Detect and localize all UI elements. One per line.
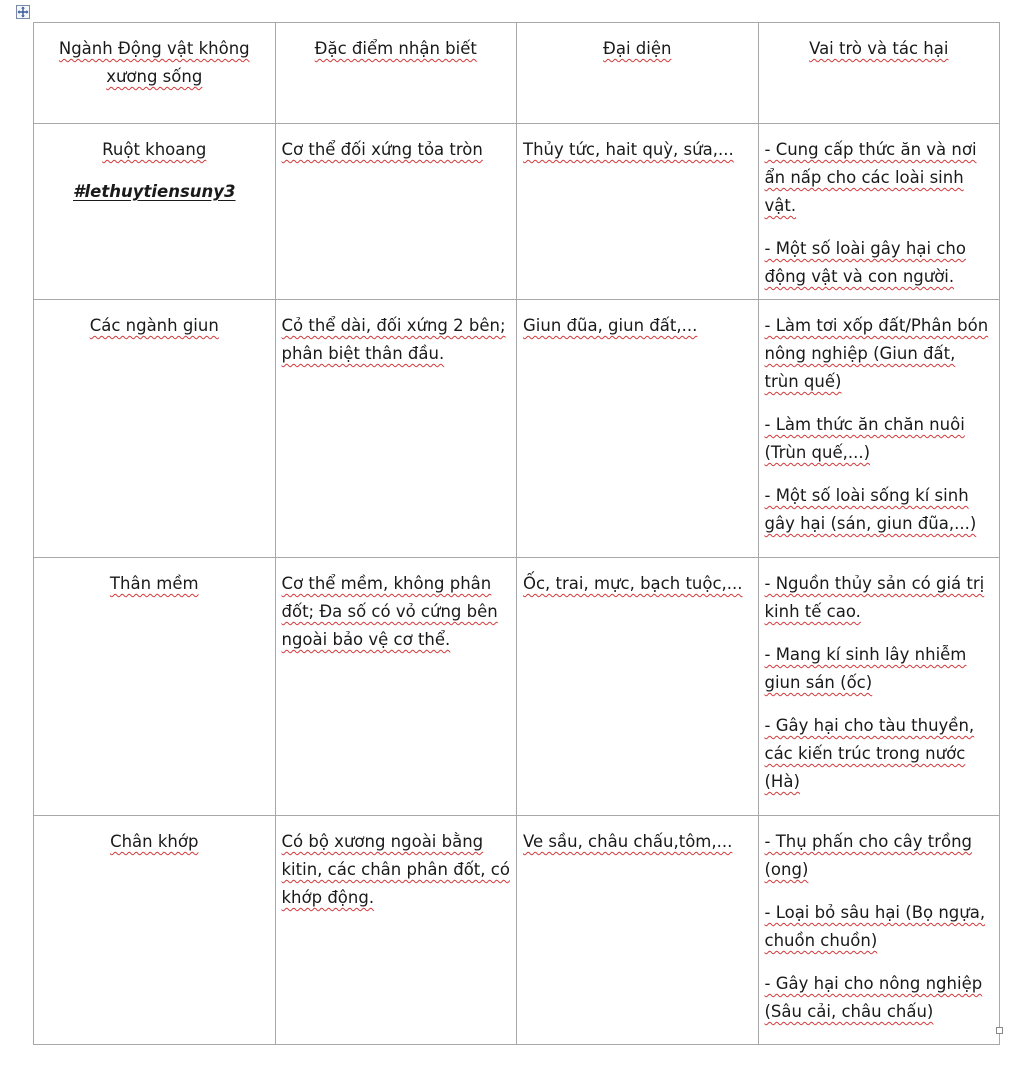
table-header-row: [34, 23, 1000, 124]
examples-cell[interactable]: [517, 124, 759, 300]
group-cell[interactable]: [34, 300, 276, 558]
role-item: - Làm thức ăn chăn nuôi (Trùn quế,...): [764, 415, 965, 462]
table-row: [34, 124, 1000, 300]
header-cell-roles[interactable]: [758, 23, 1000, 124]
role-item: - Làm tơi xốp đất/Phân bón nông nghiệp (Giun đất, trùn quế): [764, 316, 989, 391]
features-text: Cơ thể mềm, không phân đốt; Đa số có vỏ cứng bên ngoài bảo vệ cơ thể.: [281, 574, 498, 649]
invertebrate-table: [33, 22, 1000, 1045]
examples-text: Giun đũa, giun đất,...: [523, 316, 698, 335]
features-text: Cơ thể đối xứng tỏa tròn: [281, 140, 483, 159]
examples-cell[interactable]: [517, 300, 759, 558]
features-cell[interactable]: [275, 558, 517, 816]
table-row: [34, 300, 1000, 558]
header-cell-group[interactable]: [34, 23, 276, 124]
role-item: - Mang kí sinh lây nhiễm giun sán (ốc): [764, 645, 967, 692]
features-cell[interactable]: [275, 124, 517, 300]
header-cell-examples[interactable]: [517, 23, 759, 124]
header-group-text: Ngành Động vật không xương sống: [58, 39, 250, 86]
features-cell[interactable]: [275, 816, 517, 1045]
group-name: Chân khớp: [110, 832, 199, 851]
roles-cell[interactable]: [758, 300, 1000, 558]
roles-cell[interactable]: [758, 124, 1000, 300]
role-item: - Thụ phấn cho cây trồng (ong): [764, 832, 973, 879]
header-roles-text: Vai trò và tác hại: [809, 39, 949, 58]
role-item: - Một số loài sống kí sinh gây hại (sán, giun đũa,...): [764, 486, 977, 533]
group-name: Ruột khoang: [102, 140, 207, 159]
role-item: - Loại bỏ sâu hại (Bọ ngựa, chuồn chuồn): [764, 903, 986, 950]
features-text: Có bộ xương ngoài bằng kitin, các chân phân đốt, có khớp động.: [281, 832, 510, 907]
group-name: Thân mềm: [109, 574, 199, 593]
role-item: - Cung cấp thức ăn và nơi ẩn nấp cho các loài sinh vật.: [764, 140, 977, 215]
examples-cell[interactable]: [517, 558, 759, 816]
table-resize-handle[interactable]: [996, 1027, 1003, 1034]
table-move-handle-icon[interactable]: [16, 5, 30, 19]
table-row: [34, 816, 1000, 1045]
roles-cell[interactable]: [758, 816, 1000, 1045]
group-cell[interactable]: [34, 558, 276, 816]
header-examples-text: Đại diện: [603, 39, 672, 58]
features-text: Cỏ thể dài, đối xứng 2 bên; phân biệt thân đầu.: [281, 316, 506, 363]
role-item: - Gây hại cho nông nghiệp (Sâu cải, châu chấu): [764, 974, 983, 1021]
roles-cell[interactable]: [758, 558, 1000, 816]
examples-text: Thủy tức, hait quỳ, sứa,...: [523, 140, 734, 159]
group-name: Các ngành giun: [89, 316, 219, 335]
role-item: - Nguồn thủy sản có giá trị kinh tế cao.: [764, 574, 985, 621]
header-cell-features[interactable]: [275, 23, 517, 124]
group-cell[interactable]: [34, 124, 276, 300]
table-row: [34, 558, 1000, 816]
role-item: - Một số loài gây hại cho động vật và con người.: [764, 239, 966, 286]
examples-text: Ve sầu, châu chấu,tôm,...: [523, 832, 733, 851]
examples-text: Ốc, trai, mực, bạch tuộc,...: [523, 574, 743, 593]
role-item: - Gây hại cho tàu thuyền, các kiến trúc trong nước (Hà): [764, 716, 975, 791]
group-cell[interactable]: [34, 816, 276, 1045]
examples-cell[interactable]: [517, 816, 759, 1045]
features-cell[interactable]: [275, 300, 517, 558]
hashtag-text: #lethuytiensuny3: [73, 182, 236, 201]
header-features-text: Đặc điểm nhận biết: [314, 39, 477, 58]
